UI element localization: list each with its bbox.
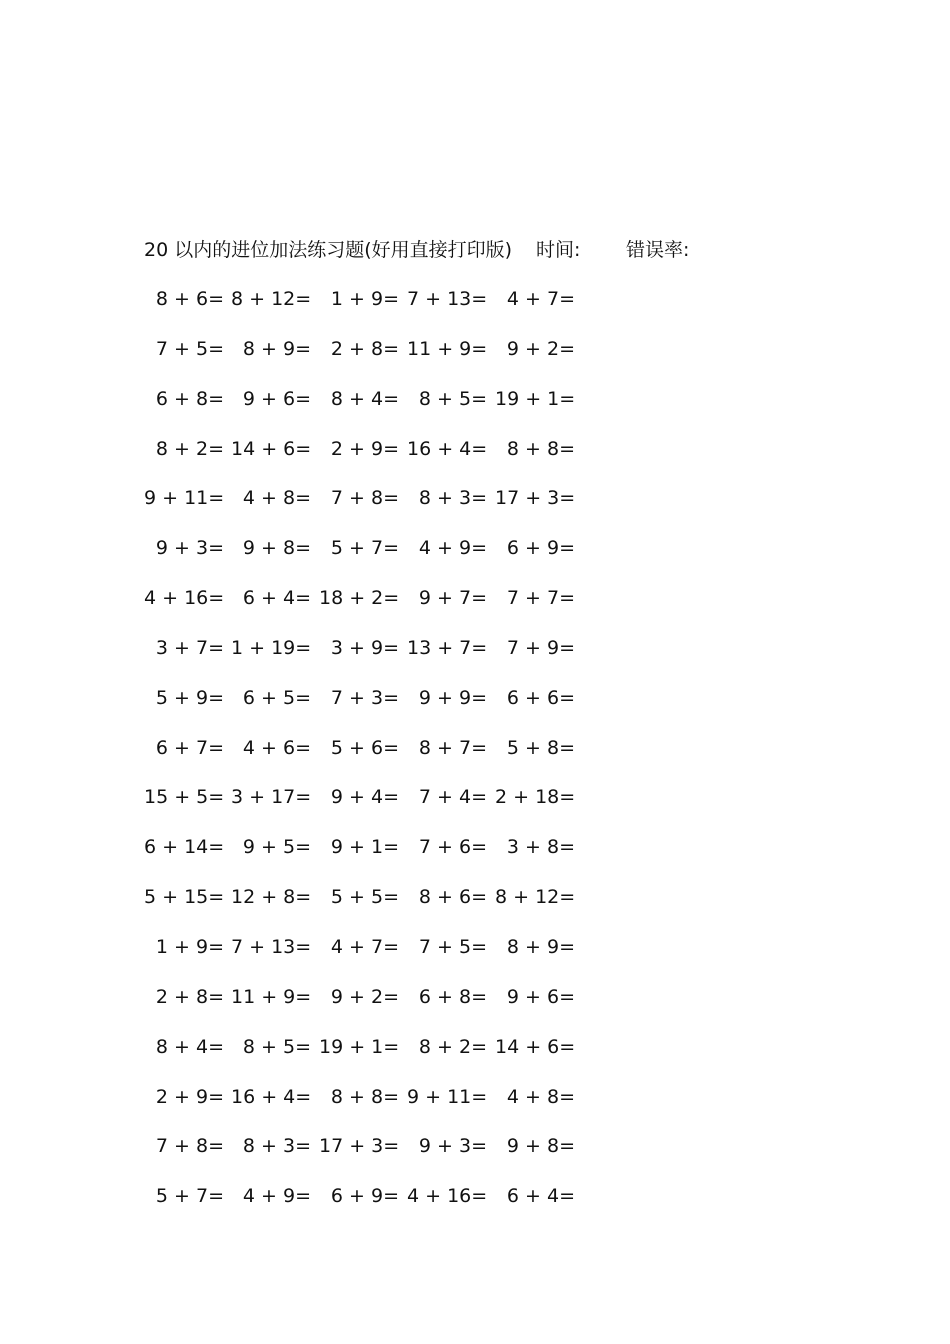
problem-cell: 9 + 5=: [242, 836, 311, 859]
problem-cell: 7 + 4=: [418, 786, 487, 809]
problem-cell: 7 + 9=: [506, 636, 575, 659]
problem-cell: 9 + 8=: [242, 537, 311, 560]
problem-cell: 9 + 9=: [418, 686, 487, 709]
problem-cell: 5 + 7=: [330, 537, 399, 560]
problem-cell: 9 + 2=: [330, 985, 399, 1008]
problem-cell: 9 + 11=: [407, 1085, 488, 1108]
problem-cell: 5 + 9=: [155, 686, 224, 709]
problem-cell: 8 + 4=: [155, 1035, 224, 1058]
problem-cell: 8 + 3=: [418, 487, 487, 510]
problem-cell: 5 + 15=: [144, 886, 225, 909]
problem-cell: 9 + 11=: [144, 487, 225, 510]
problem-cell: 8 + 6=: [418, 886, 487, 909]
problem-cell: 6 + 5=: [242, 686, 311, 709]
problem-cell: 9 + 6=: [242, 387, 311, 410]
problem-cell: 2 + 8=: [330, 337, 399, 360]
problem-cell: 2 + 18=: [495, 786, 576, 809]
problem-cell: 3 + 7=: [155, 636, 224, 659]
problem-cell: 8 + 8=: [330, 1085, 399, 1108]
problem-cell: 5 + 6=: [330, 736, 399, 759]
problem-cell: 9 + 7=: [418, 587, 487, 610]
problem-cell: 7 + 5=: [155, 337, 224, 360]
problem-cell: 2 + 8=: [155, 985, 224, 1008]
problem-cell: 6 + 6=: [506, 686, 575, 709]
problem-cell: 8 + 12=: [231, 288, 312, 310]
problem-cell: 8 + 9=: [506, 935, 575, 958]
problem-cell: 4 + 9=: [242, 1185, 311, 1208]
problem-cell: 6 + 8=: [155, 387, 224, 410]
problem-cell: 9 + 3=: [155, 537, 224, 560]
problem-cell: 9 + 2=: [506, 337, 575, 360]
problem-cell: 19 + 1=: [495, 387, 576, 410]
problem-cell: 1 + 9=: [155, 935, 224, 958]
problem-cell: 6 + 14=: [144, 836, 225, 859]
problem-cell: 9 + 3=: [418, 1135, 487, 1158]
problem-cell: 16 + 4=: [231, 1085, 312, 1108]
problem-cell: 4 + 8=: [242, 487, 311, 510]
problem-cell: 11 + 9=: [231, 985, 312, 1008]
problem-cell: 18 + 2=: [319, 587, 400, 610]
problem-cell: 6 + 4=: [506, 1185, 575, 1208]
problem-cell: 15 + 5=: [144, 786, 225, 809]
problem-cell: 7 + 13=: [407, 288, 488, 310]
problem-cell: 8 + 9=: [242, 337, 311, 360]
problem-cell: 9 + 1=: [330, 836, 399, 859]
problem-cell: 3 + 8=: [506, 836, 575, 859]
problem-cell: 7 + 7=: [506, 587, 575, 610]
problem-cell: 2 + 9=: [330, 437, 399, 460]
problem-cell: 8 + 5=: [418, 387, 487, 410]
problem-cell: 7 + 8=: [330, 487, 399, 510]
worksheet-title: 20 以内的进位加法练习题(好用直接打印版): [144, 239, 513, 261]
problem-cell: 8 + 12=: [495, 886, 576, 909]
problem-cell: 3 + 9=: [330, 636, 399, 659]
problem-cell: 5 + 7=: [155, 1185, 224, 1208]
problem-cell: 7 + 6=: [418, 836, 487, 859]
problem-cell: 11 + 9=: [407, 337, 488, 360]
error-rate-label: 错误率:: [626, 239, 690, 261]
problem-cell: 6 + 9=: [506, 537, 575, 560]
problem-cell: 5 + 8=: [506, 736, 575, 759]
problem-cell: 14 + 6=: [231, 437, 312, 460]
problem-cell: 4 + 8=: [506, 1085, 575, 1108]
problem-cell: 7 + 5=: [418, 935, 487, 958]
problem-cell: 6 + 4=: [242, 587, 311, 610]
problem-cell: 12 + 8=: [231, 886, 312, 909]
time-label: 时间:: [536, 239, 581, 261]
problem-cell: 8 + 6=: [155, 288, 224, 310]
problem-cell: 8 + 2=: [418, 1035, 487, 1058]
problem-cell: 19 + 1=: [319, 1035, 400, 1058]
problem-cell: 4 + 7=: [506, 288, 575, 310]
problem-cell: 4 + 16=: [144, 587, 225, 610]
problem-cell: 6 + 9=: [330, 1185, 399, 1208]
problem-cell: 4 + 6=: [242, 736, 311, 759]
problem-cell: 2 + 9=: [155, 1085, 224, 1108]
problem-cell: 17 + 3=: [495, 487, 576, 510]
problem-cell: 8 + 3=: [242, 1135, 311, 1158]
problem-cell: 9 + 6=: [506, 985, 575, 1008]
problem-cell: 8 + 8=: [506, 437, 575, 460]
problem-cell: 6 + 7=: [155, 736, 224, 759]
problem-cell: 16 + 4=: [407, 437, 488, 460]
problem-cell: 8 + 2=: [155, 437, 224, 460]
problem-cell: 1 + 9=: [330, 288, 399, 310]
problem-cell: 5 + 5=: [330, 886, 399, 909]
problem-cell: 8 + 4=: [330, 387, 399, 410]
problem-cell: 7 + 3=: [330, 686, 399, 709]
problem-cell: 13 + 7=: [407, 636, 488, 659]
problem-cell: 8 + 5=: [242, 1035, 311, 1058]
problem-cell: 9 + 8=: [506, 1135, 575, 1158]
problem-cell: 1 + 19=: [231, 636, 312, 659]
problem-cell: 3 + 17=: [231, 786, 312, 809]
problem-cell: 9 + 4=: [330, 786, 399, 809]
problem-cell: 17 + 3=: [319, 1135, 400, 1158]
problem-cell: 4 + 16=: [407, 1185, 488, 1208]
problem-cell: 4 + 9=: [418, 537, 487, 560]
problem-cell: 14 + 6=: [495, 1035, 576, 1058]
problem-cell: 6 + 8=: [418, 985, 487, 1008]
problem-cell: 7 + 8=: [155, 1135, 224, 1158]
problem-cell: 4 + 7=: [330, 935, 399, 958]
problem-cell: 8 + 7=: [418, 736, 487, 759]
problem-cell: 7 + 13=: [231, 935, 312, 958]
